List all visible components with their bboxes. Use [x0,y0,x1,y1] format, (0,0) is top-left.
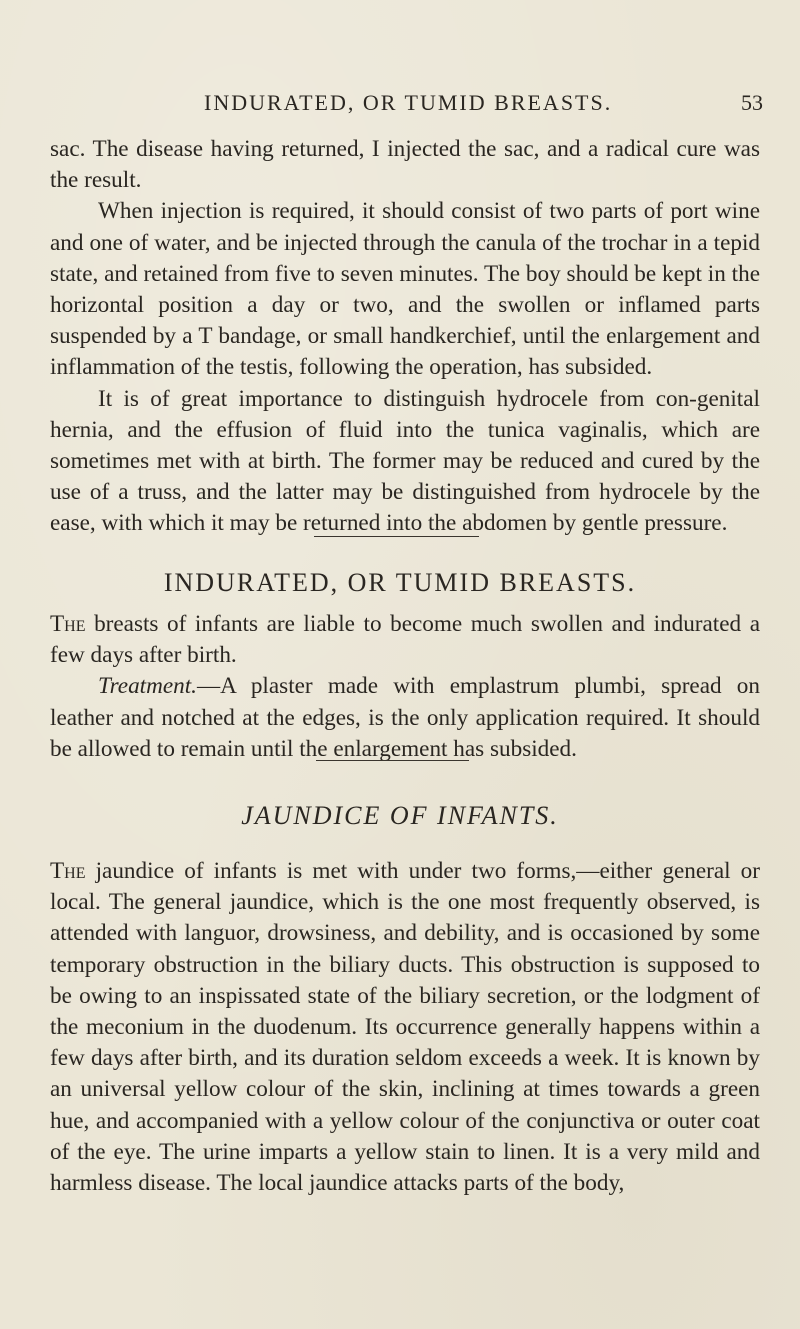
jaundice-text-block [50,856,760,1199]
page-number: 53 [741,90,763,115]
section-heading-breasts: INDURATED, OR TUMID BREASTS. [163,568,637,597]
lead-word: The [50,858,86,884]
paragraph [50,856,760,1199]
section-divider [316,760,469,761]
hydrocele-text-block [50,134,760,540]
section-heading-jaundice: JAUNDICE OF INFANTS. [241,801,559,830]
section-divider [314,536,479,537]
lead-word: The [50,611,86,637]
treatment-label: Treatment. [98,673,197,700]
paragraph [50,671,760,765]
paragraph-text: —A plaster made with emplastrum plumbi, spread on leather and notched at the edges, is the only application required. It should be allowed to remain until the enlargement has subsided. [50,673,760,762]
running-head: INDURATED, OR TUMID BREASTS. [204,90,613,115]
paragraph: It is of great importance to distinguish hydrocele from con-genital hernia, and the effusion of fluid into the tunica vaginalis, which are sometimes met with at birth. The former may be reduced and cured by the use of a truss, and the latter may be distinguished from hydrocele by the ease, with which it may be returned into the abdomen by gentle pressure. [50,385,760,537]
paragraph [50,609,760,671]
paragraph-text: jaundice of infants is met with under two forms,—either general or local. The general jaundice, which is the one most frequently observed, is attended with languor, drowsiness, and debility, and is occasioned by some temporary obstruction in the biliary ducts. This obstruction is supposed to be owing to an inspissated state of the biliary secretion, or the lodgment of the meconium in the duodenum. Its occurrence generally happens within a few days after birth, and its duration seldom exceeds a week. It is known by an universal yellow colour of the skin, inclining at times towards a green hue, and accompanied with a yellow colour of the conjunctiva or outer coat of the eye. The urine imparts a yellow stain to linen. It is a very mild and harmless disease. The local jaundice attacks parts of the body, [50,858,760,1197]
paragraph: When injection is required, it should consist of two parts of port wine and one of water, and be injected through the canula of the trochar in a tepid state, and retained from five to seven minutes. The boy should be kept in the horizontal position a day or two, and the swollen or inflamed parts suspended by a T bandage, or small handkerchief, until the enlargement and inflammation of the testis, following the operation, has subsided. [50,198,760,381]
breasts-text-block [50,609,760,765]
paragraph: sac. The disease having returned, I injected the sac, and a radical cure was the result. [50,136,760,194]
paragraph-text: breasts of infants are liable to become much swollen and indurated a few days after birth. [50,611,760,669]
